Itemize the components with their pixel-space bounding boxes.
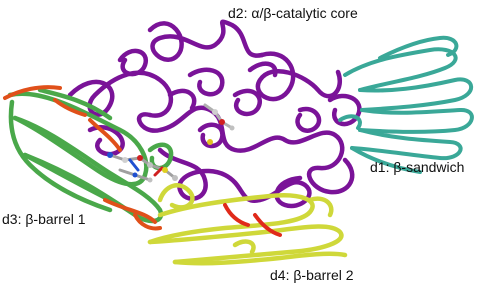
label-d2-catalytic-core: d2: α/β-catalytic core — [228, 5, 358, 21]
domain-d4-loops — [225, 205, 280, 235]
label-d1-beta-sandwich: d1: β-sandwich — [370, 159, 465, 175]
label-d3-beta-barrel-1: d3: β-barrel 1 — [2, 211, 86, 227]
ligand-sticks — [110, 105, 232, 180]
label-d4-beta-barrel-2: d4: β-barrel 2 — [270, 267, 354, 283]
